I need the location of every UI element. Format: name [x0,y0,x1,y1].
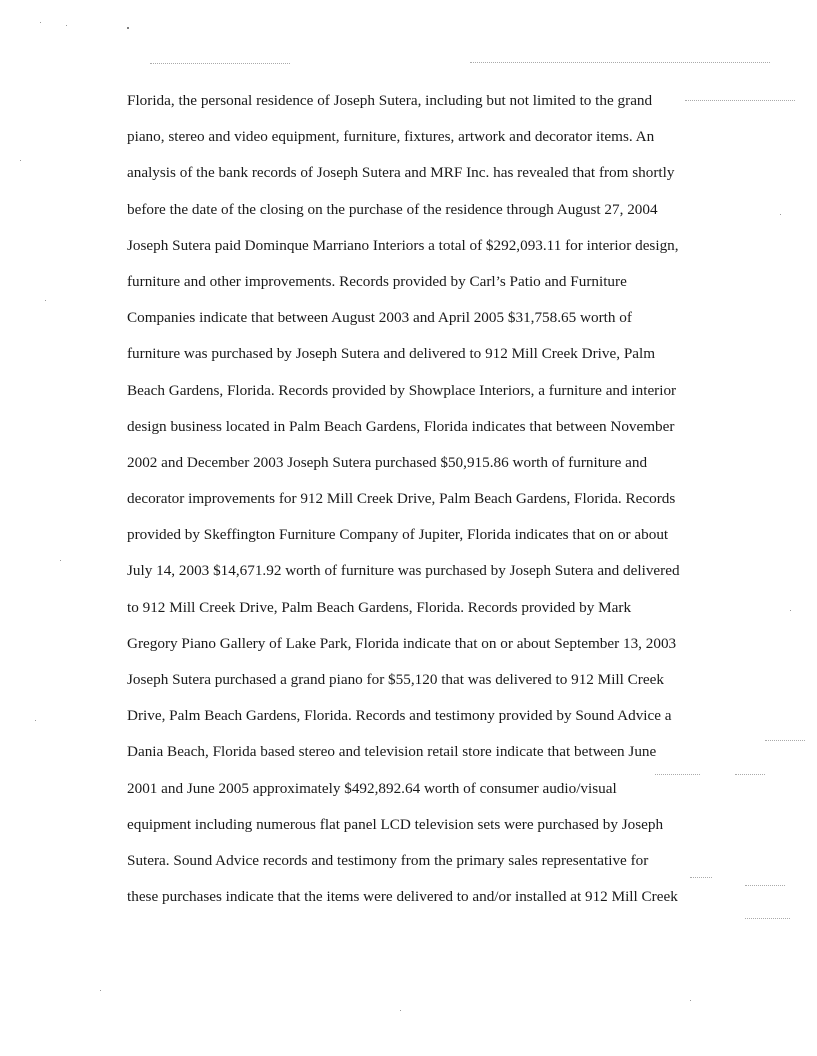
text-line: furniture was purchased by Joseph Sutera and delivered to 912 Mill Creek Drive, Palm [127,345,656,363]
text-line: analysis of the bank records of Joseph Sutera and MRF Inc. has revealed that from shortly [127,164,675,182]
text-line: equipment including numerous flat panel LCD television sets were purchased by Joseph [127,815,664,833]
scan-noise [745,885,785,887]
text-line: decorator improvements for 912 Mill Creek Drive, Palm Beach Gardens, Florida. Records [127,490,676,508]
text-line: piano, stereo and video equipment, furniture, fixtures, artwork and decorator items. An [127,128,655,146]
text-line: July 14, 2003 $14,671.92 worth of furniture was purchased by Joseph Sutera and delivered [127,562,680,580]
scan-speck [40,22,41,23]
scan-noise [735,774,765,776]
scan-speck [45,300,46,301]
scan-noise [150,63,290,65]
text-line: provided by Skeffington Furniture Company of Jupiter, Florida indicates that on or about [127,526,669,544]
text-line: 2002 and December 2003 Joseph Sutera purchased $50,915.86 worth of furniture and [127,453,648,471]
scan-speck [780,214,781,215]
scan-speck [20,160,21,161]
scan-speck [66,25,67,26]
scan-noise [470,62,770,64]
scan-speck [690,1000,691,1001]
text-line: Companies indicate that between August 2003 and April 2005 $31,758.65 worth of [127,309,632,327]
scan-speck [400,1010,401,1011]
text-line: these purchases indicate that the items were delivered to and/or installed at 912 Mill Creek [127,888,678,906]
text-line: design business located in Palm Beach Gardens, Florida indicates that between November [127,417,675,435]
text-line: Florida, the personal residence of Joseph Sutera, including but not limited to the grand [127,92,653,109]
scan-speck [35,720,36,721]
text-line: before the date of the closing on the purchase of the residence through August 27, 2004 [127,200,658,218]
text-line: Dania Beach, Florida based stereo and television retail store indicate that between June [127,743,657,761]
text-line: Gregory Piano Gallery of Lake Park, Florida indicate that on or about September 13, 2003 [127,634,677,652]
text-line: furniture and other improvements. Records provided by Carl’s Patio and Furniture [127,272,627,290]
scan-speck [60,560,61,561]
text-line: Sutera. Sound Advice records and testimony from the primary sales representative for [127,851,649,869]
body-text [127,90,727,922]
text-line: to 912 Mill Creek Drive, Palm Beach Gardens, Florida. Records provided by Mark [127,598,632,616]
scan-speck [790,610,791,611]
text-line: Beach Gardens, Florida. Records provided by Showplace Interiors, a furniture and interior [127,381,677,399]
text-line: Drive, Palm Beach Gardens, Florida. Records and testimony provided by Sound Advice a [127,707,672,725]
scan-noise [745,918,790,920]
scan-speck [127,27,129,29]
text-line: Joseph Sutera paid Dominque Marriano Interiors a total of $292,093.11 for interior design, [127,236,679,254]
text-line: 2001 and June 2005 approximately $492,892.64 worth of consumer audio/visual [127,779,617,797]
scan-noise [765,740,805,742]
text-line: Joseph Sutera purchased a grand piano for $55,120 that was delivered to 912 Mill Creek [127,671,664,688]
scan-speck [100,990,101,991]
